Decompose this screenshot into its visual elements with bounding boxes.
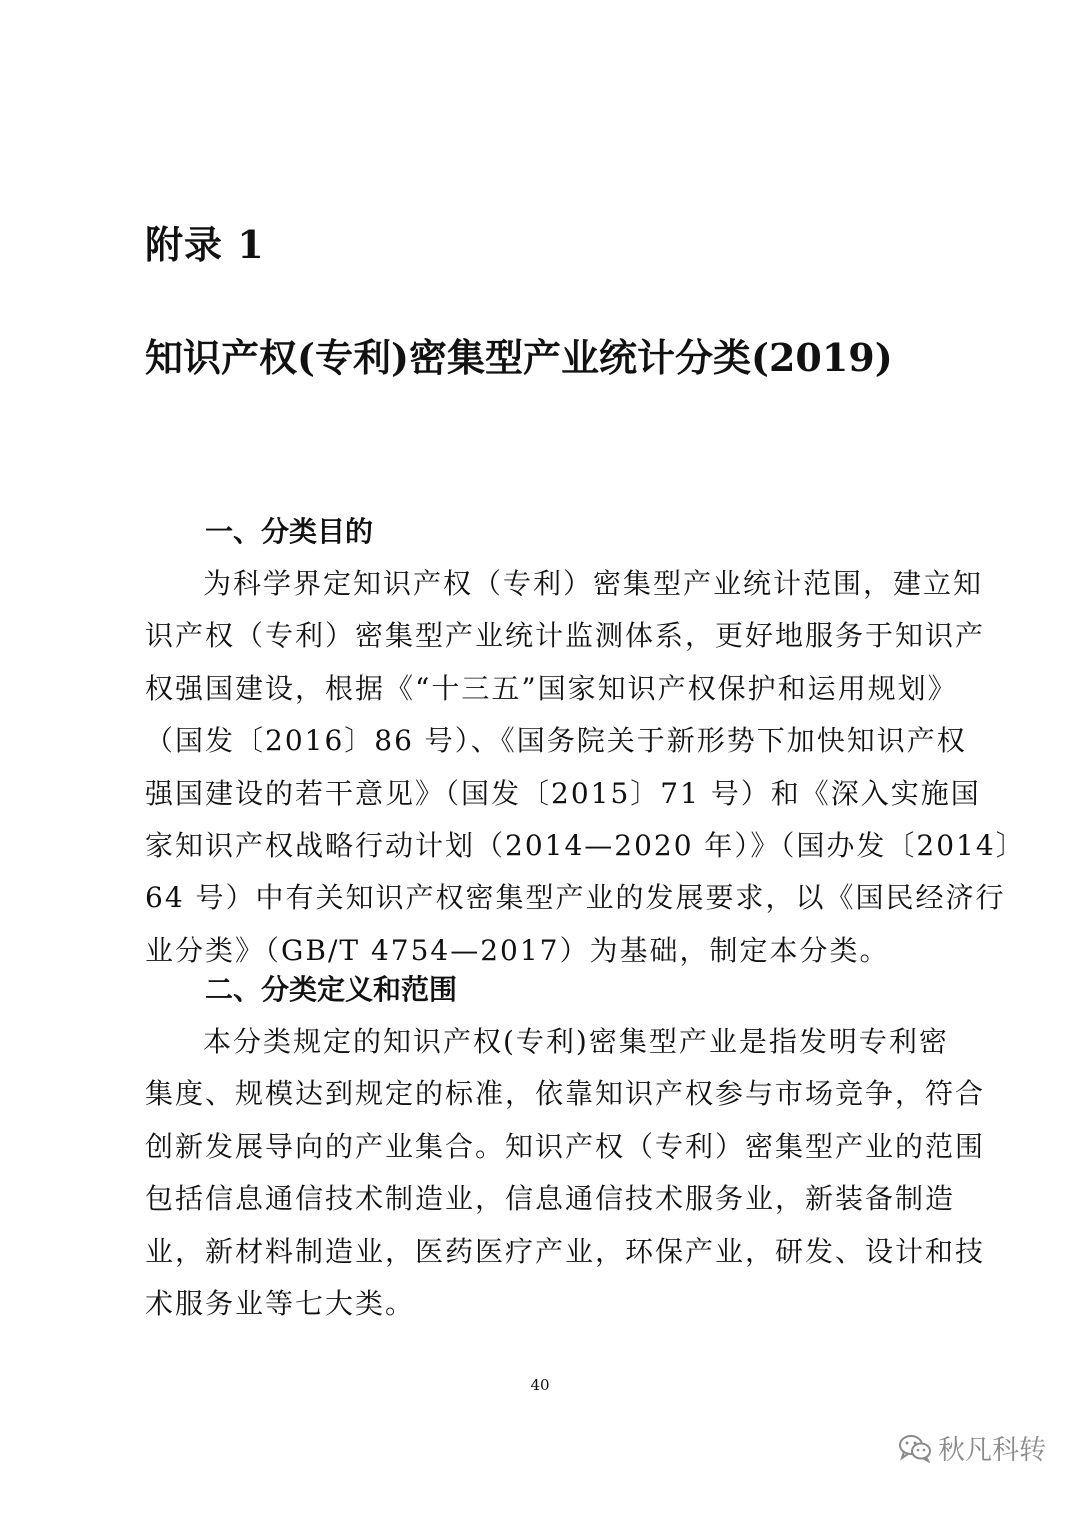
paragraph-line: 术服务业等七大类。 bbox=[145, 1286, 416, 1320]
paragraph-line: 本分类规定的知识产权(专利)密集型产业是指发明专利密 bbox=[203, 1025, 949, 1058]
paragraph-line: 强国建设的若干意见》（国发〔2015〕71 号）和《深入实施国 bbox=[145, 776, 981, 810]
section-heading: 一、分类目的 bbox=[205, 515, 374, 548]
appendix-label: 附录 1 bbox=[145, 222, 265, 267]
section-purpose bbox=[145, 506, 1026, 977]
paragraph-line: 64 号）中有关知识产权密集型产业的发展要求，以《国民经济行 bbox=[145, 881, 1006, 915]
paragraph-line: 为科学界定知识产权（专利）密集型产业统计范围，建立知 bbox=[203, 567, 984, 600]
paragraph-line: 业分类》（GB/T 4754—2017）为基础，制定本分类。 bbox=[145, 933, 890, 967]
section-definition-scope bbox=[145, 964, 986, 1330]
paragraph-line: 识产权（专利）密集型产业统计监测体系，更好地服务于知识产 bbox=[145, 619, 986, 653]
paragraph-line: 包括信息通信技术制造业，信息通信技术服务业，新装备制造 bbox=[145, 1182, 956, 1216]
page-number: 40 bbox=[530, 1376, 550, 1394]
paragraph-line: 家知识产权战略行动计划（2014—2020 年）》（国办发〔2014〕 bbox=[145, 828, 1026, 862]
wechat-icon bbox=[898, 1433, 932, 1463]
paragraph-line: 集度、规模达到规定的标准，依靠知识产权参与市场竞争，符合 bbox=[145, 1077, 986, 1111]
paragraph-line: 创新发展导向的产业集合。知识产权（专利）密集型产业的范围 bbox=[145, 1129, 986, 1163]
watermark-text: 秋凡科转 bbox=[938, 1435, 1046, 1466]
paragraph-line: 权强国建设，根据《“十三五”国家知识产权保护和运用规划》 bbox=[145, 671, 958, 705]
paragraph-line: （国发〔2016〕86 号）、《国务院关于新形势下加快知识产权 bbox=[145, 724, 967, 758]
watermark bbox=[898, 1428, 1046, 1467]
paragraph-line: 业，新材料制造业，医药医疗产业，环保产业，研发、设计和技 bbox=[145, 1234, 986, 1268]
section-heading: 二、分类定义和范围 bbox=[205, 973, 458, 1006]
document-title: 知识产权(专利)密集型产业统计分类(2019) bbox=[145, 335, 893, 380]
